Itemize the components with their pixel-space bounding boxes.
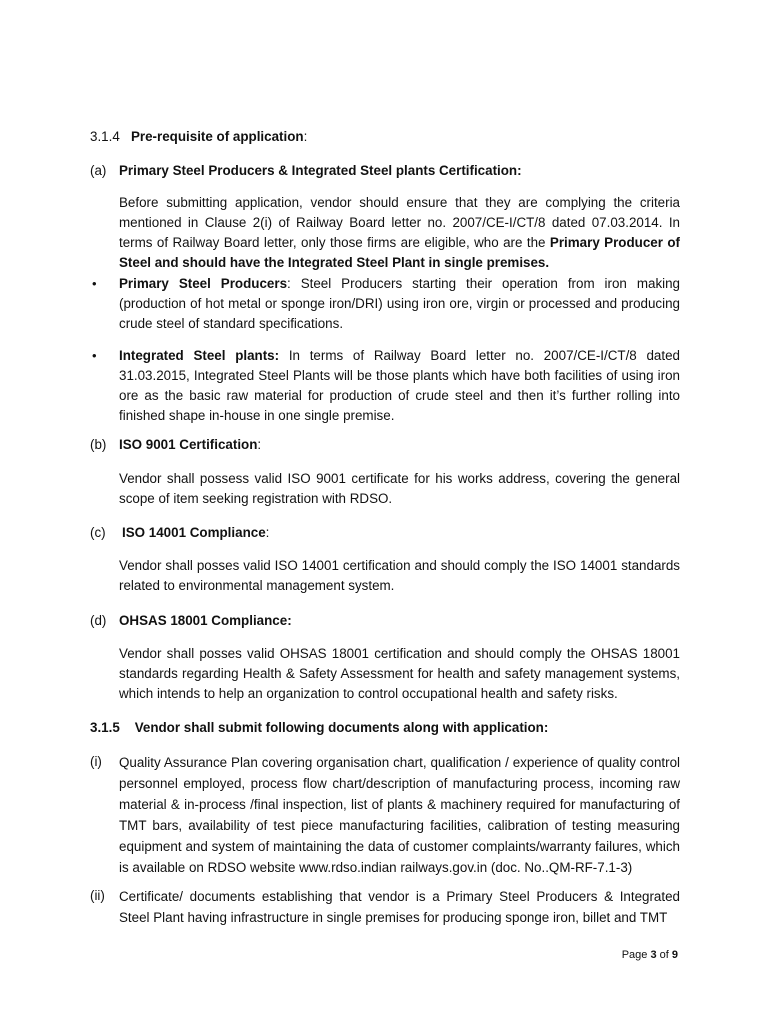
item-i-text: Quality Assurance Plan covering organisation chart, qualification / experience of quality control personnel employed, process flow chart/description of manufacturing process, incoming raw material & in-process /final inspection, list of plants & machinery required for manufacturing of TMT bars, availability of test piece manufacturing facilities, calibration of testing measuring equipment and system of maintaining the data of customer complaints/warranty failures, which is available on RDSO website www.rdso.indian railways.gov.in (doc. No..QM-RF-7.1-3) xyxy=(119,755,680,875)
item-b-heading: ISO 9001 Certification: xyxy=(119,437,262,452)
item-ii-text: Certificate/ documents establishing that vendor is a Primary Steel Producers & Integrated Steel Plant having infrastructure in single premises for producing sponge iron, billet and TMT xyxy=(119,889,680,925)
page-number: Page 3 of 9 xyxy=(621,949,678,961)
item-a-heading: Primary Steel Producers & Integrated Steel plants Certification: xyxy=(119,163,522,178)
bullet-integrated-steel-plants: Integrated Steel plants: In terms of Railway Board letter no. 2007/CE-I/CT/8 dated 31.03.2015, Integrated Steel Plants will be those plants which have both facilities of using iron ore as the basic raw material for production of crude steel and then it’s further rolling into finished shape in-house in one single premise. xyxy=(119,348,680,423)
bullet-icon: • xyxy=(92,348,97,363)
item-c-text: Vendor shall posses valid ISO 14001 certification and should comply the ISO 14001 standards related to environmental management system. xyxy=(119,558,680,593)
item-d-marker: (d) xyxy=(90,613,107,628)
section-number: 3.1.4 xyxy=(90,129,120,144)
item-d-heading: OHSAS 18001 Compliance: xyxy=(119,613,292,628)
item-c-heading: ISO 14001 Compliance: xyxy=(122,525,270,540)
item-a-marker: (a) xyxy=(90,163,107,178)
section-number: 3.1.5 xyxy=(90,720,120,735)
item-c-marker: (c) xyxy=(90,525,106,540)
item-i-marker: (i) xyxy=(90,754,102,769)
item-d-text: Vendor shall posses valid OHSAS 18001 certification and should comply the OHSAS 18001 standards regarding Health & Safety Assessment for health and safety management systems, which intends to help an organization to control occupational health and safety risks. xyxy=(119,646,680,701)
item-ii-marker: (ii) xyxy=(90,888,105,903)
item-a-paragraph: Before submitting application, vendor should ensure that they are complying the criteria mentioned in Clause 2(i) of Railway Board letter no. 2007/CE-I/CT/8 dated 07.03.2014. In terms of Railway Board letter, only those firms are eligible, who are the Primary Producer of Steel and should have the Integrated Steel Plant in single premises. xyxy=(119,195,680,270)
section-title: Pre-requisite of application xyxy=(130,129,304,144)
section-title: Vendor shall submit following documents along with application: xyxy=(134,720,549,735)
item-b-marker: (b) xyxy=(90,437,107,452)
item-b-text: Vendor shall possess valid ISO 9001 certificate for his works address, covering the general scope of item seeking registration with RDSO. xyxy=(119,471,680,506)
bullet-primary-steel-producers: Primary Steel Producers: Steel Producers starting their operation from iron making (production of hot metal or sponge iron/DRI) using iron ore, virgin or processed and producing crude steel of standard specifications. xyxy=(119,276,681,331)
section-3-1-5-heading xyxy=(90,718,548,738)
bullet-icon: • xyxy=(92,276,97,291)
section-3-1-4-heading: 3.1.4 Pre-requisite of application: xyxy=(90,129,308,144)
